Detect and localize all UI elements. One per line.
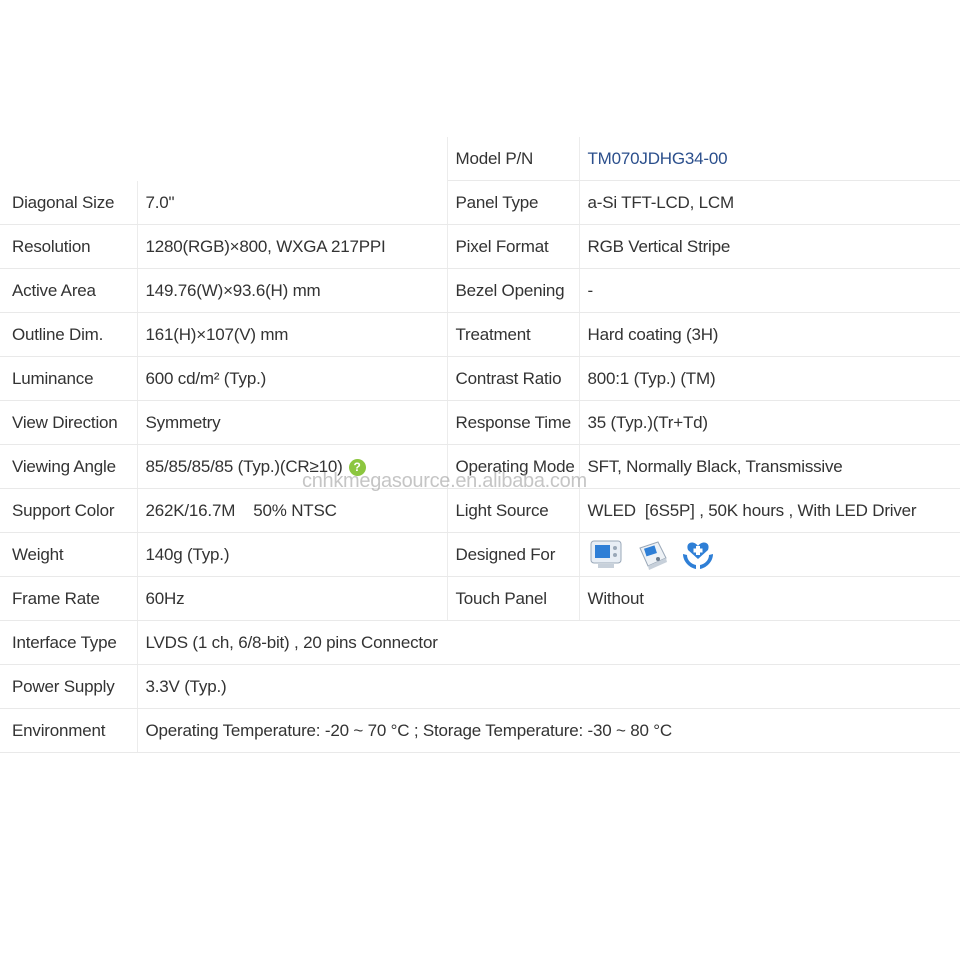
spec-label: Light Source [447, 489, 579, 533]
spec-label: Pixel Format [447, 225, 579, 269]
model-number[interactable]: TM070JDHG34-00 [587, 148, 728, 168]
watermark: cnhkmegasource.en.alibaba.com [302, 470, 587, 492]
spec-label: Touch Panel [447, 577, 579, 621]
empty-cell [0, 137, 137, 181]
table-row [0, 181, 960, 225]
spec-value: 3.3V (Typ.) [137, 665, 960, 709]
spec-label: Bezel Opening [447, 269, 579, 313]
table-row [0, 313, 960, 357]
spec-value: 149.76(W)×93.6(H) mm [137, 269, 447, 313]
spec-label: Diagonal Size [0, 181, 137, 225]
medical-device-icon [634, 538, 670, 572]
spec-value: Operating Temperature: -20 ~ 70 °C ; Storage Temperature: -30 ~ 80 °C [137, 709, 960, 753]
medical-monitor-icon [588, 538, 624, 572]
spec-value-cell [137, 445, 447, 489]
spec-value: 35 (Typ.)(Tr+Td) [579, 401, 960, 445]
table-row [0, 489, 960, 533]
table-row [0, 533, 960, 577]
spec-label: Designed For [447, 533, 579, 577]
table-row [0, 137, 960, 181]
spec-label: Support Color [0, 489, 137, 533]
spec-label: Luminance [0, 357, 137, 401]
spec-value: 85/85/85/85 (Typ.)(CR≥10) [145, 456, 343, 476]
spec-label: Environment [0, 709, 137, 753]
spec-value: 1280(RGB)×800, WXGA 217PPI [137, 225, 447, 269]
table-row [0, 225, 960, 269]
spec-label: Model P/N [447, 137, 579, 181]
spec-value: 262K/16.7M 50% NTSC [137, 489, 447, 533]
help-icon[interactable]: ? [349, 459, 366, 476]
spec-value: a-Si TFT-LCD, LCM [579, 181, 960, 225]
spec-label: Interface Type [0, 621, 137, 665]
spec-label: Treatment [447, 313, 579, 357]
spec-value: WLED [6S5P] , 50K hours , With LED Driver [579, 489, 960, 533]
spec-value: RGB Vertical Stripe [579, 225, 960, 269]
model-number-link[interactable] [579, 137, 960, 181]
empty-cell [137, 137, 447, 181]
table-row [0, 401, 960, 445]
spec-label: Operating Mode [447, 445, 579, 489]
spec-value: 800:1 (Typ.) (TM) [579, 357, 960, 401]
spec-value: Hard coating (3H) [579, 313, 960, 357]
designed-for-icons [579, 533, 960, 577]
spec-value: 140g (Typ.) [137, 533, 447, 577]
spec-value: - [579, 269, 960, 313]
spec-value: LVDS (1 ch, 6/8-bit) , 20 pins Connector [137, 621, 960, 665]
spec-label: Weight [0, 533, 137, 577]
table-row [0, 357, 960, 401]
spec-value: 60Hz [137, 577, 447, 621]
table-row [0, 621, 960, 665]
table-row [0, 709, 960, 753]
spec-value: Symmetry [137, 401, 447, 445]
spec-label: Resolution [0, 225, 137, 269]
spec-label: Active Area [0, 269, 137, 313]
spec-label: Outline Dim. [0, 313, 137, 357]
spec-label: Viewing Angle [0, 445, 137, 489]
spec-label: Response Time [447, 401, 579, 445]
table-row [0, 269, 960, 313]
table-row [0, 665, 960, 709]
spec-label: Panel Type [447, 181, 579, 225]
table-row [0, 577, 960, 621]
spec-value: 161(H)×107(V) mm [137, 313, 447, 357]
spec-value: SFT, Normally Black, Transmissive [579, 445, 960, 489]
spec-value: Without [579, 577, 960, 621]
spec-table [0, 137, 960, 753]
spec-label: Frame Rate [0, 577, 137, 621]
table-row [0, 445, 960, 489]
healthcare-hands-icon [680, 538, 716, 572]
spec-value: 600 cd/m² (Typ.) [137, 357, 447, 401]
spec-label: Contrast Ratio [447, 357, 579, 401]
spec-label: Power Supply [0, 665, 137, 709]
spec-value: 7.0" [137, 181, 447, 225]
spec-label: View Direction [0, 401, 137, 445]
